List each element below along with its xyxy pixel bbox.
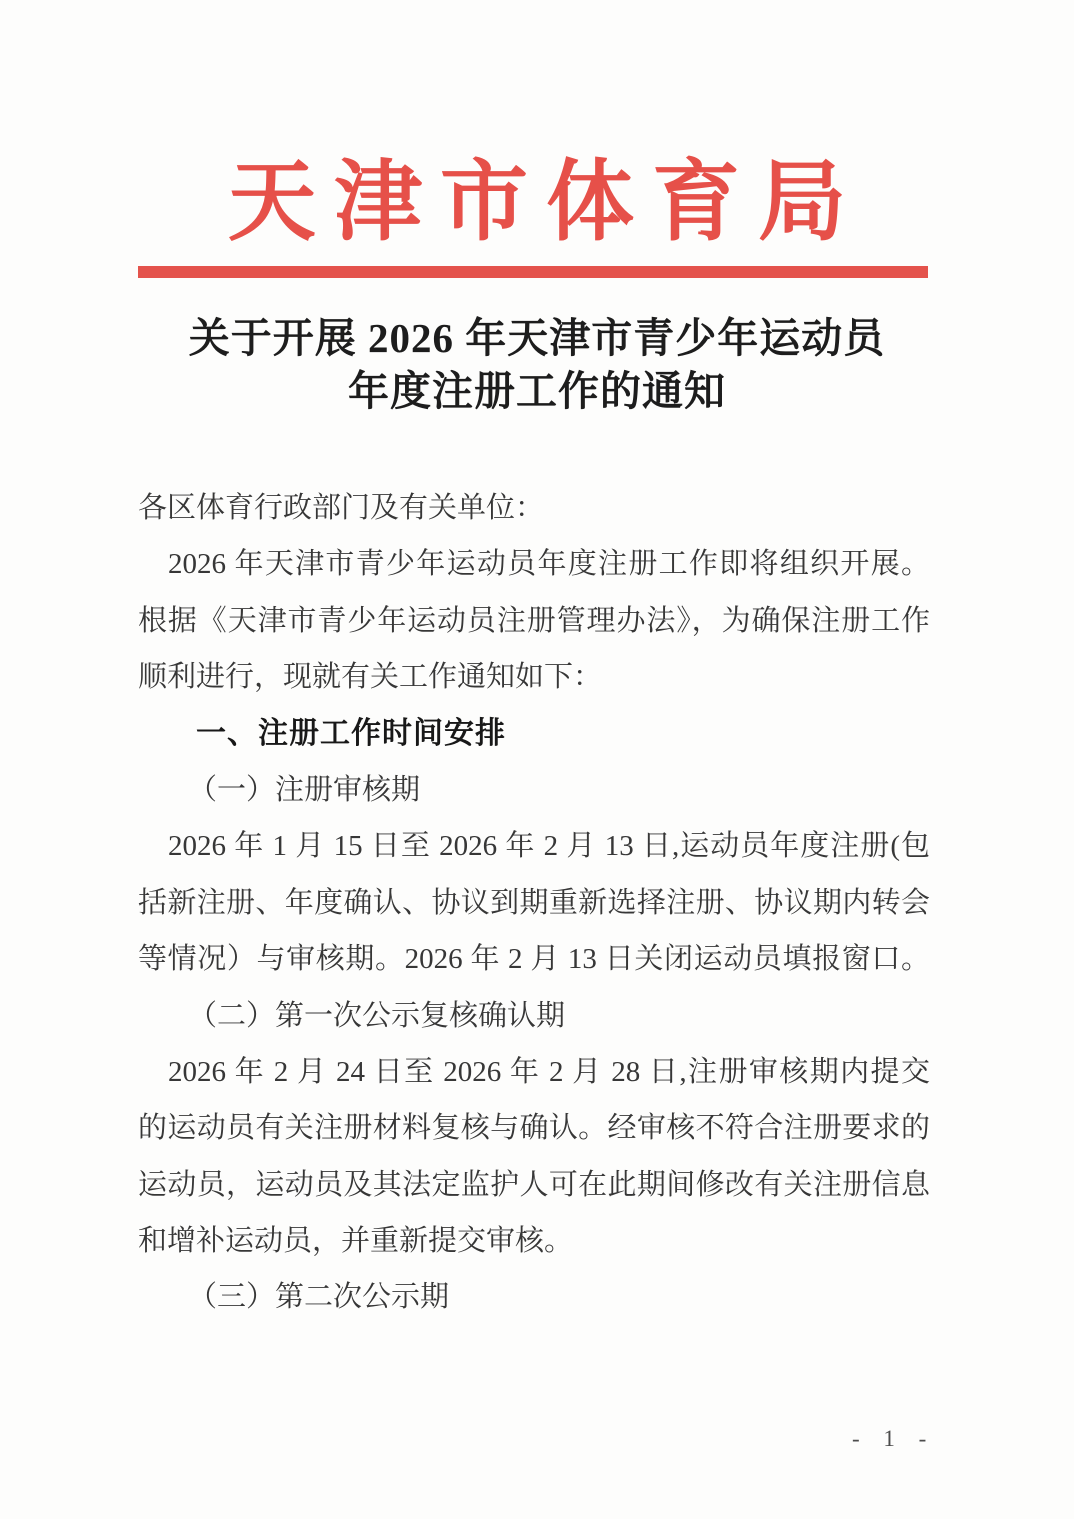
agency-header: 天津市体育局 — [227, 155, 864, 252]
page-number: - 1 - — [852, 1426, 932, 1451]
document-title — [0, 312, 1074, 418]
text-line: （二）第一次公示复核确认期 — [188, 999, 566, 1032]
text-line: 根据《天津市青少年运动员注册管理办法》，为确保注册工作 — [138, 604, 930, 637]
section-heading: 一、注册工作时间安排 — [196, 716, 506, 750]
text-line: 运动员，运动员及其法定监护人可在此期间修改有关注册信息 — [138, 1168, 930, 1201]
document-title-line1: 关于开展 2026 年天津市青少年运动员 — [188, 315, 886, 361]
text-line: （三）第二次公示期 — [188, 1281, 450, 1314]
text-line: 2026 年 2 月 24 日至 2026 年 2 月 28 日,注册审核期内提交 — [168, 1055, 930, 1088]
text-line: 和增补运动员，并重新提交审核。 — [138, 1225, 574, 1258]
text-line: 等情况）与审核期。2026 年 2 月 13 日关闭运动员填报窗口。 — [138, 943, 930, 976]
text-line: 2026 年 1 月 15 日至 2026 年 2 月 13 日,运动员年度注册(包 — [168, 830, 930, 863]
document-title-line2: 年度注册工作的通知 — [348, 368, 726, 414]
text-line: 2026 年天津市青少年运动员年度注册工作即将组织开展。 — [168, 548, 930, 581]
text-line: 括新注册、年度确认、协议到期重新选择注册、协议期内转会 — [138, 886, 930, 919]
red-divider-line — [138, 266, 928, 278]
text-line: 顺利进行，现就有关工作通知如下： — [138, 661, 603, 694]
document-body — [138, 480, 930, 1326]
text-line: 各区体育行政部门及有关单位： — [138, 492, 545, 524]
text-line: 的运动员有关注册材料复核与确认。经审核不符合注册要求的 — [138, 1112, 930, 1145]
text-line: （一）注册审核期 — [188, 773, 421, 806]
